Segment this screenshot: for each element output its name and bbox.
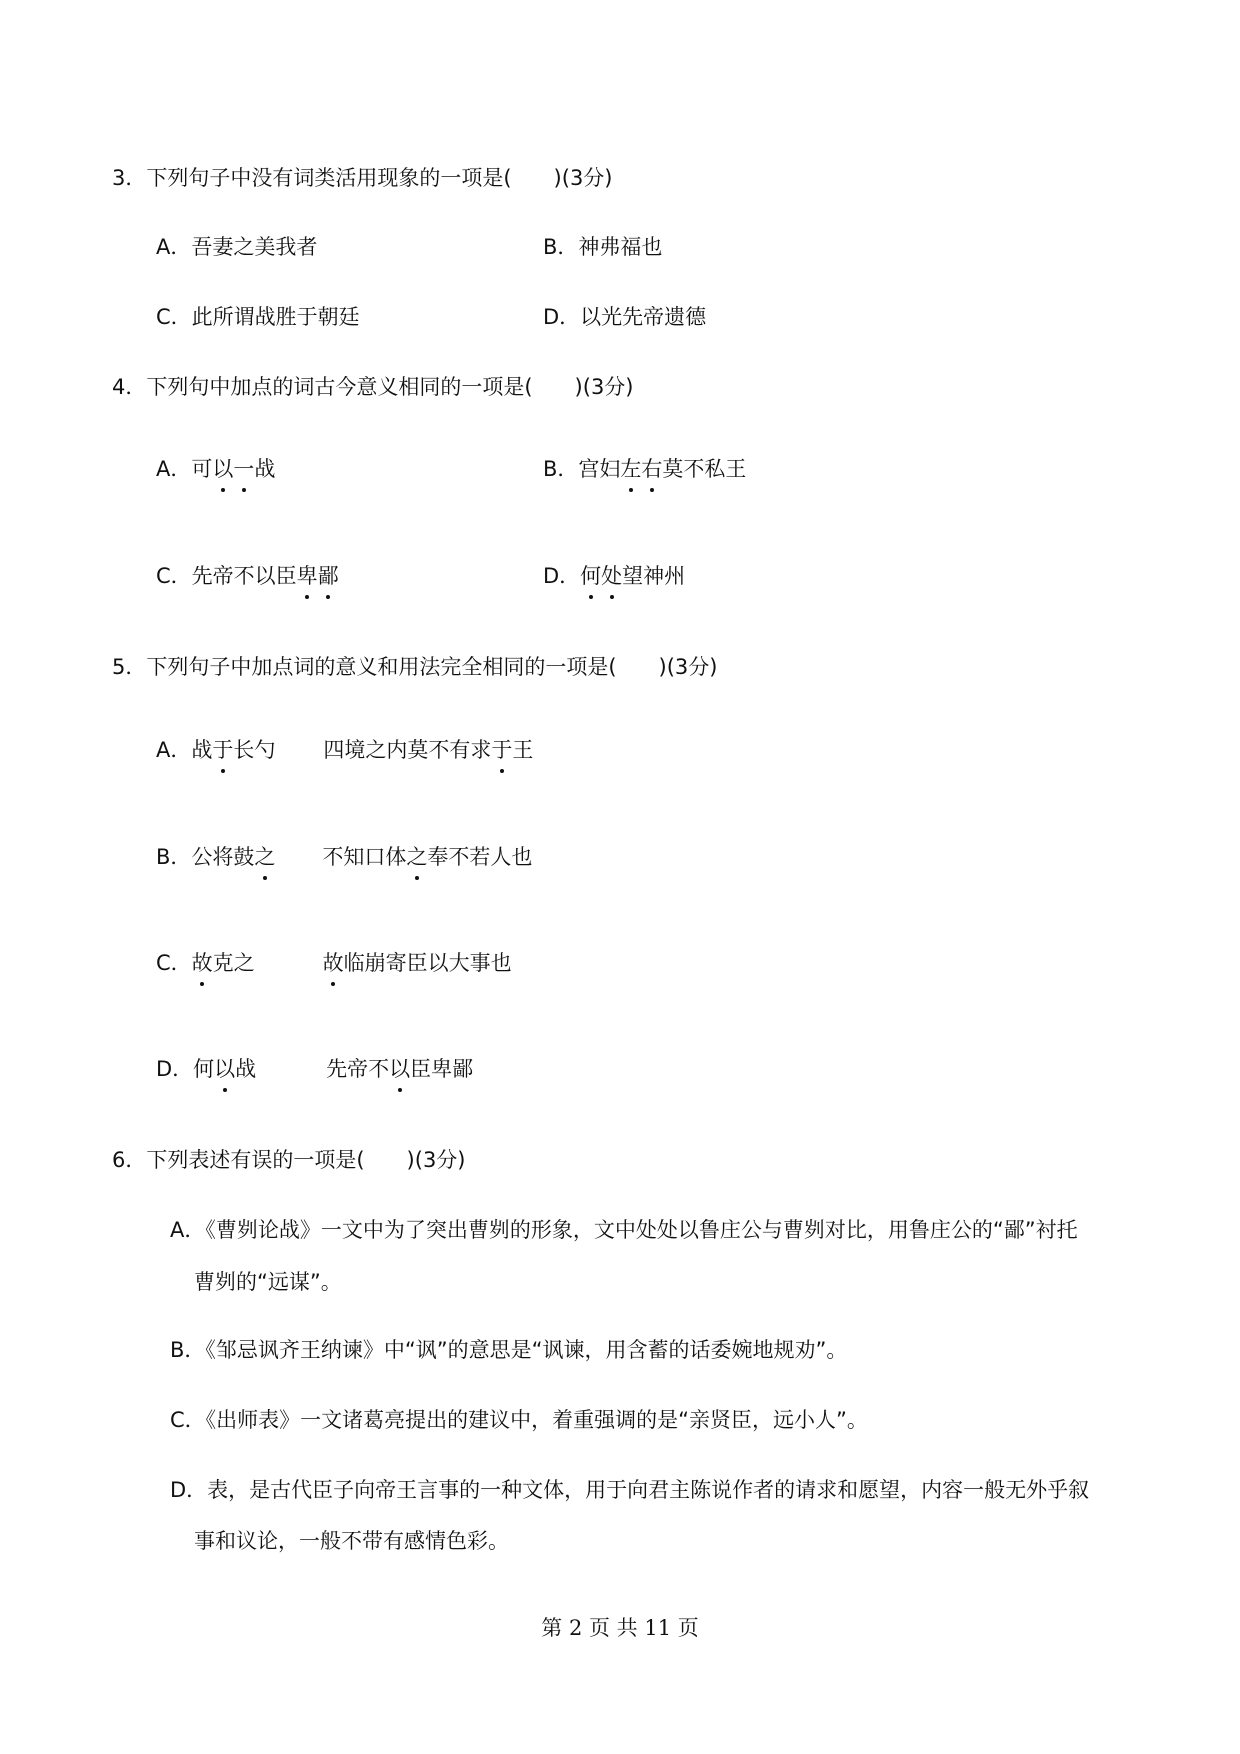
option-label: C． [156, 564, 192, 588]
emphasis-char: 一 [233, 457, 255, 481]
dotted-words [620, 457, 662, 481]
dotted-words [297, 564, 339, 588]
question-4-option-b [543, 455, 746, 483]
option-text-post: 莫不私王 [662, 457, 747, 481]
sentence-2 [323, 951, 512, 975]
emphasis-char: 以 [212, 457, 234, 481]
emphasis-char: 之 [254, 845, 276, 869]
option-text-pre: 可 [191, 457, 213, 481]
emphasis-char: 左 [620, 457, 642, 481]
emphasis-char: 何 [580, 564, 602, 588]
option-text-post: 望神州 [622, 564, 686, 588]
text: 奉不若人也 [427, 845, 533, 869]
sentence-2 [326, 1057, 473, 1081]
option-text-pre: 宫妇 [578, 457, 621, 481]
option-label: A． [156, 457, 192, 481]
option-text-post: 战 [254, 457, 276, 481]
option-label: D． [543, 305, 581, 329]
emphasis-char: 于 [491, 738, 513, 762]
dotted-words [212, 457, 254, 481]
option-label: A． [156, 738, 192, 762]
question-6-option-a-continued: 曹刿的“远谋”。 [194, 1270, 342, 1294]
option-text: 表，是古代臣子向帝王言事的一种文体，用于向君主陈说作者的请求和愿望，内容一般无外乎叙 [207, 1478, 1090, 1502]
option-label: C． [170, 1408, 206, 1432]
text: 克之 [212, 951, 255, 975]
sentence-2 [323, 738, 533, 762]
question-3-stem: 3．下列句子中没有词类活用现象的一项是( )(3分) [112, 166, 613, 190]
question-3-option-b [543, 233, 662, 261]
option-label: D． [543, 564, 581, 588]
question-5-option-b [156, 843, 532, 871]
text: 长勺 [233, 738, 276, 762]
question-5-stem: 5．下列句子中加点词的意义和用法完全相同的一项是( )(3分) [112, 655, 718, 679]
option-label: B． [170, 1338, 206, 1362]
option-label: B． [156, 845, 192, 869]
question-6-option-d [170, 1476, 1089, 1504]
sentence-1 [193, 1055, 326, 1083]
emphasis-char: 右 [641, 457, 663, 481]
question-4-stem: 4．下列句中加点的词古今意义相同的一项是( )(3分) [112, 375, 634, 399]
option-label: A． [156, 235, 192, 259]
sentence-1 [192, 949, 323, 977]
emphasis-char: 之 [406, 845, 428, 869]
text: 不知口体 [322, 845, 407, 869]
option-label: D． [170, 1478, 208, 1502]
emphasis-char: 处 [601, 564, 623, 588]
emphasis-char: 故 [191, 951, 213, 975]
question-6-option-c [170, 1406, 868, 1434]
option-text: 以光先帝遗德 [580, 305, 707, 329]
question-3-option-a [156, 233, 317, 261]
sentence-1 [191, 736, 323, 764]
option-text: 《出师表》一文诸葛亮提出的建议中，着重强调的是“亲贤臣，远小人”。 [205, 1408, 868, 1432]
sentence-2 [322, 845, 532, 869]
emphasis-char: 卑 [296, 564, 318, 588]
question-4-option-d [543, 562, 685, 590]
emphasis-char: 于 [212, 738, 234, 762]
option-label: B． [543, 457, 579, 481]
question-5-option-d [156, 1055, 473, 1083]
emphasis-char: 以 [389, 1057, 411, 1081]
option-label: B． [543, 235, 579, 259]
text: 何 [193, 1057, 215, 1081]
text: 臣卑鄙 [410, 1057, 474, 1081]
emphasis-char: 故 [322, 951, 344, 975]
text: 先帝不 [326, 1057, 390, 1081]
option-label: C． [156, 305, 192, 329]
question-3-option-d [543, 303, 706, 331]
text: 临崩寄臣以大事也 [343, 951, 512, 975]
question-4-option-c [156, 562, 339, 590]
option-text: 《曹刿论战》一文中为了突出曹刿的形象，文中处处以鲁庄公与曹刿对比，用鲁庄公的“鄙”衬托 [205, 1218, 1078, 1242]
question-5-option-a [156, 736, 533, 764]
question-6-option-b [170, 1336, 847, 1364]
option-text: 《邹忌讽齐王纳谏》中“讽”的意思是“讽谏，用含蓄的话委婉地规劝”。 [205, 1338, 848, 1362]
text: 公将鼓 [191, 845, 255, 869]
option-text: 神弗福也 [578, 235, 663, 259]
option-label: C． [156, 951, 192, 975]
sentence-1 [191, 843, 322, 871]
option-label: A． [170, 1218, 206, 1242]
option-text-pre: 先帝不以臣 [191, 564, 297, 588]
dotted-words [580, 564, 622, 588]
question-3-option-c [156, 303, 360, 331]
option-text: 吾妻之美我者 [191, 235, 318, 259]
text: 战 [191, 738, 213, 762]
text: 四境之内莫不有求 [323, 738, 492, 762]
option-label: D． [156, 1057, 194, 1081]
text: 王 [512, 738, 534, 762]
text: 战 [235, 1057, 257, 1081]
emphasis-char: 以 [214, 1057, 236, 1081]
question-4-option-a [156, 455, 275, 483]
question-6-option-d-continued: 事和议论，一般不带有感情色彩。 [194, 1529, 509, 1553]
question-5-option-c [156, 949, 512, 977]
page-number: 第 2 页 共 11 页 [541, 1616, 699, 1640]
emphasis-char: 鄙 [317, 564, 339, 588]
option-text: 此所谓战胜于朝廷 [191, 305, 360, 329]
question-6-stem: 6．下列表述有误的一项是( )(3分) [112, 1148, 466, 1172]
question-6-option-a [170, 1216, 1078, 1244]
